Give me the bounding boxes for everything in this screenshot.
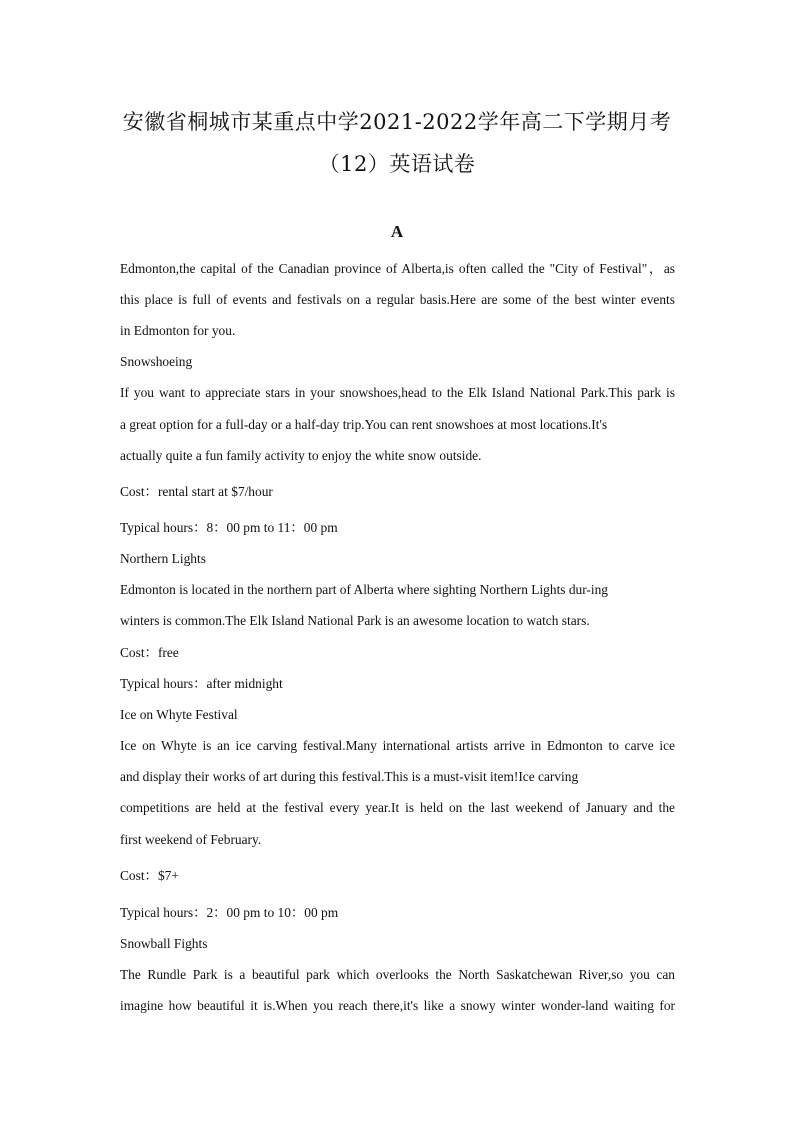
intro-line: Edmonton,the capital of the Canadian province of Alberta,is often called the "City of Festival"，as bbox=[120, 261, 675, 276]
northern-lights-hours: Typical hours：after midnight bbox=[120, 676, 283, 691]
intro-line: in Edmonton for you. bbox=[120, 323, 236, 338]
ice-on-whyte-text-line: Ice on Whyte is an ice carving festival.Many international artists arrive in Edmonton to carve ice bbox=[120, 738, 675, 753]
snowshoeing-text-line: If you want to appreciate stars in your snowshoes,head to the Elk Island National Park.This park is bbox=[120, 385, 675, 400]
section-heading-northern-lights: Northern Lights bbox=[120, 551, 206, 566]
ice-on-whyte-text-line: first weekend of February. bbox=[120, 832, 262, 847]
section-letter: A bbox=[390, 222, 404, 241]
northern-lights-cost: Cost：free bbox=[120, 645, 179, 660]
document-title-line-2: （12）英语试卷 bbox=[318, 152, 476, 176]
snowshoeing-hours: Typical hours：8：00 pm to 11：00 pm bbox=[120, 520, 338, 535]
section-heading-snowshoeing: Snowshoeing bbox=[120, 354, 193, 369]
section-heading-ice-on-whyte: Ice on Whyte Festival bbox=[120, 707, 238, 722]
section-heading-snowball-fights: Snowball Fights bbox=[120, 936, 208, 951]
snowshoeing-cost: Cost：rental start at $7/hour bbox=[120, 484, 273, 499]
ice-on-whyte-hours: Typical hours：2：00 pm to 10：00 pm bbox=[120, 905, 339, 920]
ice-on-whyte-text-line: and display their works of art during this festival.This is a must-visit item!Ice carving bbox=[120, 769, 579, 784]
northern-lights-text-line: winters is common.The Elk Island National Park is an awesome location to watch stars. bbox=[120, 613, 590, 628]
snowball-fights-text-line: imagine how beautiful it is.When you reach there,it's like a snowy winter wonder-land waiting for bbox=[120, 998, 675, 1013]
ice-on-whyte-text-line: competitions are held at the festival every year.It is held on the last weekend of January and the bbox=[120, 800, 675, 815]
ice-on-whyte-cost: Cost：$7+ bbox=[120, 868, 179, 883]
snowshoeing-text-line: a great option for a full-day or a half-day trip.You can rent snowshoes at most locations.It's bbox=[120, 417, 608, 432]
snowshoeing-text-line: actually quite a fun family activity to enjoy the white snow outside. bbox=[120, 448, 482, 463]
document-title-line-1: 安徽省桐城市某重点中学2021-2022学年高二下学期月考 bbox=[122, 110, 672, 134]
intro-line: this place is full of events and festivals on a regular basis.Here are some of the best winter events bbox=[120, 292, 675, 307]
snowball-fights-text-line: The Rundle Park is a beautiful park which overlooks the North Saskatchewan River,so you can bbox=[120, 967, 675, 982]
northern-lights-text-line: Edmonton is located in the northern part of Alberta where sighting Northern Lights dur-ing bbox=[120, 582, 609, 597]
